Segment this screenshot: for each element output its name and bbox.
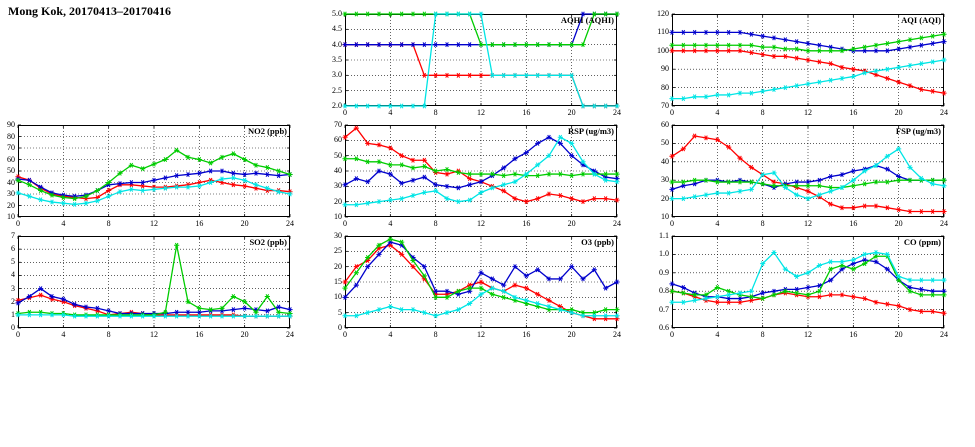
x-tick-label: 12 — [150, 219, 158, 228]
x-tick-label: 4 — [61, 330, 66, 339]
grid-rsp — [345, 125, 617, 217]
y-tick-label: 5 — [11, 257, 15, 267]
x-tick-label: 12 — [477, 330, 485, 339]
x-tick-label: 4 — [388, 219, 393, 228]
x-tick-label: 24 — [940, 108, 948, 117]
x-tick-label: 4 — [388, 108, 393, 117]
y-tick-label: 70 — [661, 101, 669, 110]
y-tick-label: 0 — [11, 323, 15, 332]
y-tick-label: 3.0 — [332, 70, 342, 80]
x-tick-label: 8 — [433, 330, 438, 339]
chart-panel-aqi — [657, 9, 948, 117]
y-tick-label: 25 — [334, 246, 342, 256]
y-tick-label: 10 — [7, 212, 15, 221]
y-tick-label: 20 — [661, 193, 669, 203]
y-tick-label: 4.0 — [332, 39, 342, 49]
y-tick-label: 6 — [11, 244, 15, 254]
x-tick-label: 20 — [894, 330, 903, 339]
x-tick-label: 24 — [286, 330, 294, 339]
y-tick-label: 2.5 — [332, 85, 342, 95]
x-tick-label: 8 — [433, 219, 438, 228]
page-title: Mong Kok, 20170413–20170416 — [8, 4, 172, 18]
chart-svg-aqhi — [345, 14, 617, 106]
y-tick-label: 70 — [334, 120, 342, 129]
series-line-rsp-d2 — [345, 137, 617, 188]
chart-panel-so2 — [11, 231, 294, 339]
x-tick-label: 24 — [613, 330, 621, 339]
chart-title-aqi: AQI (AQI) — [901, 15, 941, 25]
y-tick-label: 30 — [7, 189, 15, 198]
chart-title-rsp: RSP (ug/m3) — [567, 126, 614, 136]
y-tick-label: 60 — [661, 120, 669, 129]
y-tick-label: 10 — [661, 212, 669, 221]
x-tick-label: 0 — [670, 330, 674, 339]
chart-panel-co — [659, 231, 948, 339]
x-tick-label: 0 — [16, 330, 20, 339]
x-tick-label: 8 — [106, 219, 111, 228]
y-tick-label: 40 — [661, 156, 669, 166]
y-tick-label: 1.1 — [659, 231, 669, 240]
chart-svg-o3 — [345, 236, 617, 328]
chart-svg-so2 — [18, 236, 290, 328]
x-tick-label: 12 — [150, 330, 158, 339]
chart-svg-fsp — [672, 125, 944, 217]
x-tick-label: 16 — [195, 330, 204, 339]
y-tick-label: 20 — [334, 261, 342, 271]
chart-svg-rsp — [345, 125, 617, 217]
chart-panel-aqhi — [332, 9, 621, 117]
y-tick-label: 3.5 — [332, 55, 342, 64]
x-tick-label: 8 — [760, 330, 765, 339]
x-tick-label: 20 — [240, 330, 249, 339]
x-tick-label: 12 — [804, 108, 812, 117]
x-tick-label: 0 — [670, 219, 674, 228]
x-tick-label: 4 — [61, 219, 66, 228]
y-tick-label: 0 — [338, 323, 342, 332]
x-tick-label: 16 — [849, 219, 858, 228]
y-tick-label: 80 — [7, 131, 15, 141]
y-tick-label: 3 — [11, 283, 15, 293]
y-tick-label: 30 — [661, 175, 669, 185]
chart-title-o3: O3 (ppb) — [581, 237, 614, 247]
x-tick-label: 24 — [286, 219, 294, 228]
x-tick-label: 20 — [894, 219, 903, 228]
x-tick-label: 16 — [522, 330, 531, 339]
y-tick-label: 90 — [661, 64, 669, 74]
y-tick-label: 70 — [7, 143, 15, 152]
y-tick-label: 10 — [334, 292, 342, 302]
y-tick-label: 7 — [11, 231, 15, 240]
x-tick-label: 4 — [715, 108, 720, 117]
y-tick-label: 1 — [11, 309, 15, 319]
y-tick-label: 40 — [334, 166, 342, 175]
series-markers-aqi-d4 — [669, 58, 946, 101]
x-tick-label: 20 — [567, 219, 576, 228]
chart-panel-fsp — [661, 120, 948, 228]
x-tick-label: 16 — [522, 108, 531, 117]
y-tick-label: 30 — [334, 231, 342, 240]
y-tick-label: 120 — [657, 9, 669, 18]
x-tick-label: 20 — [567, 330, 576, 339]
x-tick-label: 12 — [804, 330, 812, 339]
x-tick-label: 0 — [343, 330, 347, 339]
y-tick-label: 20 — [334, 196, 342, 206]
x-tick-label: 16 — [195, 219, 204, 228]
x-tick-label: 16 — [849, 330, 858, 339]
y-tick-label: 0.7 — [659, 304, 669, 314]
y-tick-label: 50 — [334, 150, 342, 160]
y-tick-label: 20 — [7, 200, 15, 210]
chart-svg-aqi — [672, 14, 944, 106]
y-tick-label: 0.8 — [659, 286, 669, 296]
y-tick-label: 4 — [11, 270, 15, 280]
y-tick-label: 10 — [334, 212, 342, 221]
y-tick-label: 5.0 — [332, 9, 342, 18]
x-tick-label: 24 — [613, 219, 621, 228]
chart-title-no2: NO2 (ppb) — [248, 126, 287, 136]
x-tick-label: 8 — [760, 219, 765, 228]
x-tick-label: 4 — [715, 219, 720, 228]
y-tick-label: 2 — [11, 296, 15, 306]
x-tick-label: 12 — [477, 219, 485, 228]
chart-title-aqhi: AQHI (AQHI) — [560, 15, 614, 25]
y-tick-label: 60 — [334, 135, 342, 145]
y-tick-label: 0.6 — [659, 323, 669, 332]
y-tick-label: 2.0 — [332, 101, 342, 110]
chart-title-fsp: FSP (ug/m3) — [895, 126, 941, 136]
y-tick-label: 50 — [661, 138, 669, 148]
x-tick-label: 0 — [16, 219, 20, 228]
x-tick-label: 0 — [343, 108, 347, 117]
series-line-co-d2 — [672, 260, 944, 299]
x-tick-label: 0 — [670, 108, 674, 117]
y-tick-label: 110 — [657, 27, 669, 37]
x-tick-label: 12 — [804, 219, 812, 228]
x-tick-label: 8 — [106, 330, 111, 339]
grid-co — [672, 236, 944, 328]
y-tick-label: 5 — [338, 307, 342, 317]
x-tick-label: 4 — [715, 330, 720, 339]
x-tick-label: 0 — [343, 219, 347, 228]
chart-title-so2: SO2 (ppb) — [249, 237, 287, 247]
x-tick-label: 16 — [522, 219, 531, 228]
chart-svg-no2 — [18, 125, 290, 217]
x-tick-label: 24 — [613, 108, 621, 117]
y-tick-label: 1.0 — [659, 249, 669, 259]
x-tick-label: 8 — [433, 108, 438, 117]
x-tick-label: 24 — [940, 219, 948, 228]
chart-panel-rsp — [334, 120, 621, 228]
series-line-no2-d2 — [18, 171, 290, 196]
chart-panel-no2 — [7, 120, 294, 228]
x-tick-label: 20 — [240, 219, 249, 228]
series-line-so2-d3 — [18, 245, 290, 315]
y-tick-label: 0.9 — [659, 267, 669, 277]
y-tick-label: 40 — [7, 177, 15, 187]
y-tick-label: 80 — [661, 82, 669, 92]
x-tick-label: 4 — [388, 330, 393, 339]
x-tick-label: 24 — [940, 330, 948, 339]
x-tick-label: 16 — [849, 108, 858, 117]
y-tick-label: 15 — [334, 277, 342, 286]
grid-aqhi — [345, 14, 617, 106]
y-tick-label: 90 — [7, 120, 15, 129]
y-tick-label: 100 — [657, 45, 669, 55]
x-tick-label: 20 — [894, 108, 903, 117]
chart-svg-co — [672, 236, 944, 328]
x-tick-label: 8 — [760, 108, 765, 117]
chart-panel-o3 — [334, 231, 621, 339]
y-tick-label: 50 — [7, 166, 15, 175]
chart-title-co: CO (ppm) — [903, 237, 941, 247]
x-tick-label: 12 — [477, 108, 485, 117]
y-tick-label: 4.5 — [332, 24, 342, 34]
y-tick-label: 60 — [7, 154, 15, 164]
x-tick-label: 20 — [567, 108, 576, 117]
y-tick-label: 30 — [334, 181, 342, 191]
